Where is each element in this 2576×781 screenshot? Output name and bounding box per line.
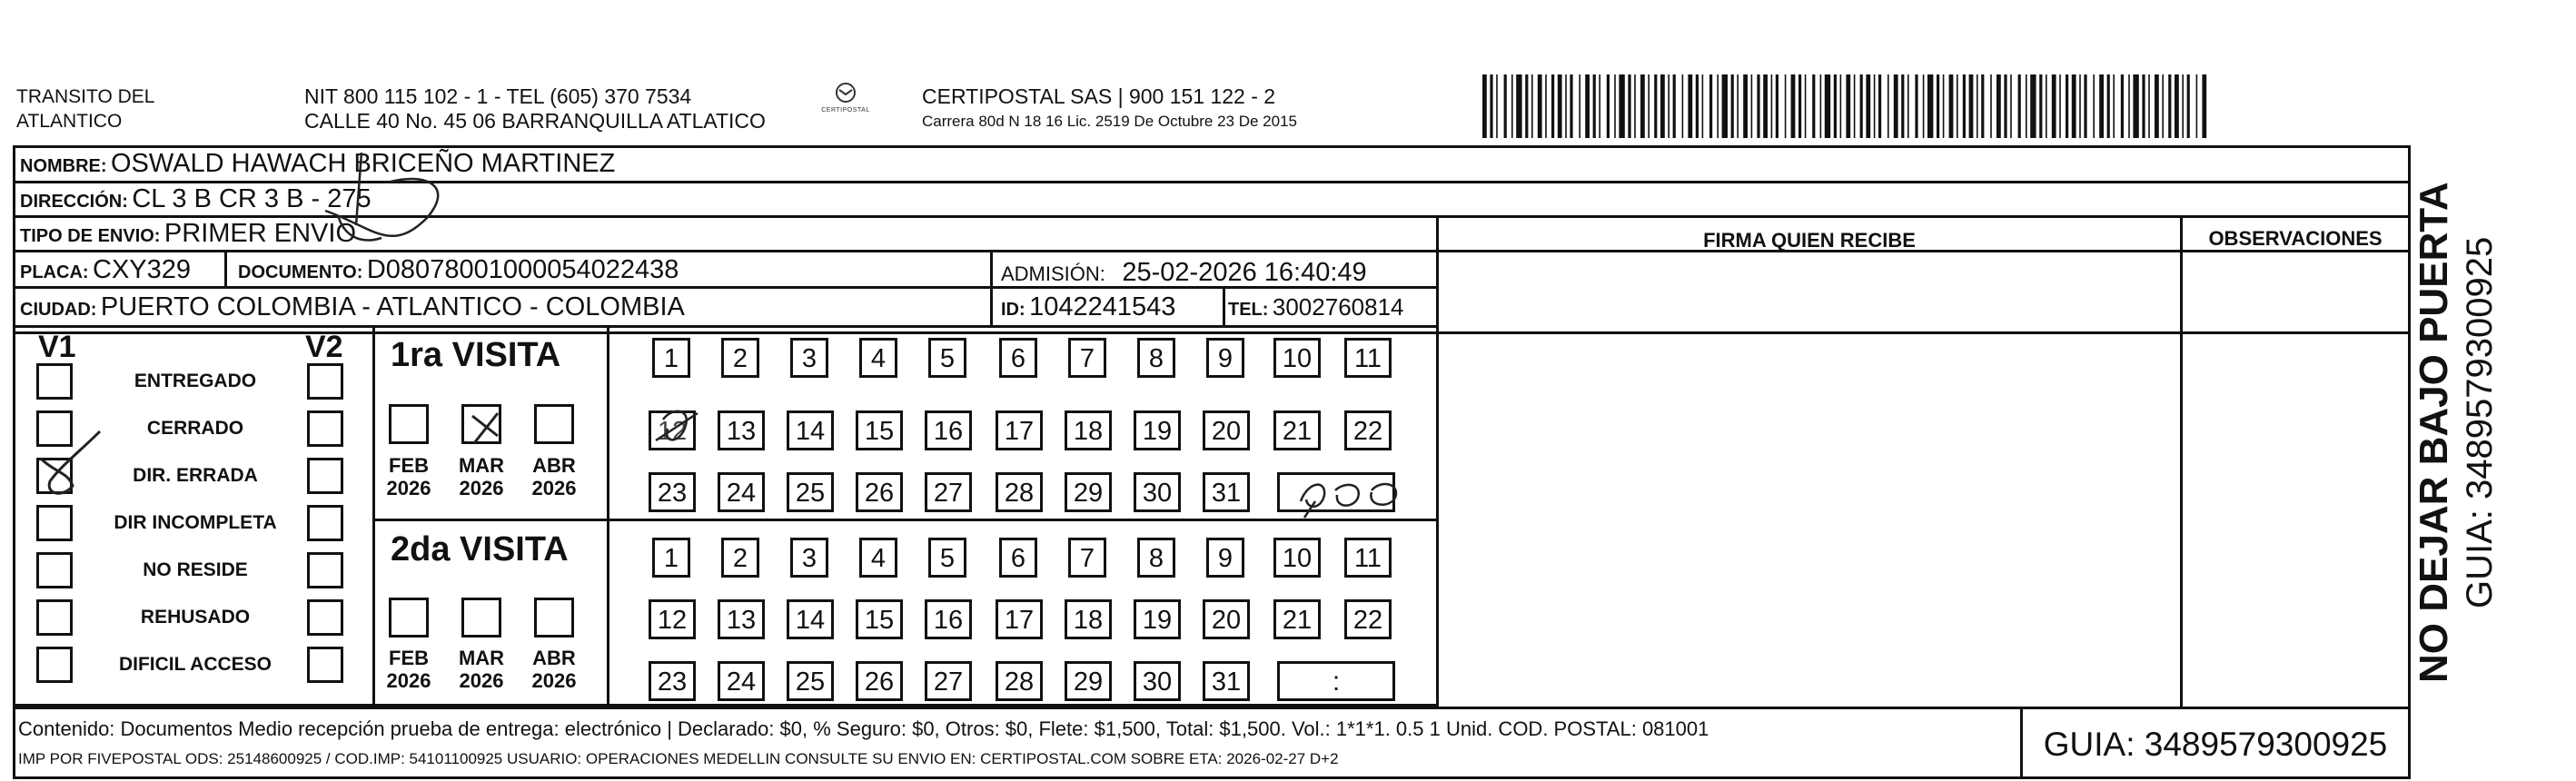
second-visit-day[interactable]: 14 [787, 599, 834, 639]
first-visit-day[interactable]: 5 [928, 338, 966, 378]
first-visit-day[interactable]: 11 [1344, 338, 1392, 378]
tel-value: 3002760814 [1272, 293, 1404, 321]
tel-label: TEL: [1228, 300, 1269, 320]
placa-label: PLACA: [20, 262, 89, 282]
second-visit-day[interactable]: 27 [925, 661, 972, 701]
second-visit-day[interactable]: 28 [996, 661, 1043, 701]
footer-line2: IMP POR FIVEPOSTAL ODS: 25148600925 / COD.IMP: 54101100925 USUARIO: OPERACIONES MEDELLIN CONSULTE SU ENVIO EN: CERTIPOSTAL.COM SOBRE ETA: 2026-02-27 D+2 [18, 750, 1339, 767]
direccion-label: DIRECCIÓN: [20, 192, 128, 212]
second-visit-day[interactable]: 19 [1134, 599, 1181, 639]
month-name: ABR [532, 647, 576, 669]
first-visit-day[interactable]: 27 [925, 472, 972, 512]
first-visit-day[interactable]: 19 [1134, 410, 1181, 450]
second-visit-day[interactable]: 7 [1068, 538, 1106, 578]
first-visit-day[interactable]: 18 [1065, 410, 1112, 450]
first-visit-day[interactable]: 2 [721, 338, 759, 378]
ciudad-label: CIUDAD: [20, 300, 97, 320]
first-visit-day[interactable]: 28 [996, 472, 1043, 512]
first-visit-day[interactable]: 20 [1203, 410, 1250, 450]
second-visit-day[interactable]: 11 [1344, 538, 1392, 578]
second-visit-day[interactable]: 10 [1273, 538, 1321, 578]
first-visit-day[interactable]: 26 [856, 472, 903, 512]
second-visit-day[interactable]: 2 [721, 538, 759, 578]
second-visit-day[interactable]: 4 [859, 538, 897, 578]
logo-text: CERTIPOSTAL [821, 107, 870, 114]
first-visit-day[interactable]: 9 [1206, 338, 1244, 378]
second-visit-day[interactable]: 12 [649, 599, 696, 639]
reason-label: DIFICIL ACCESO [118, 654, 272, 675]
nombre-label: NOMBRE: [20, 156, 107, 176]
month-name: FEB [389, 647, 429, 669]
month-name: ABR [532, 454, 576, 477]
month-name: FEB [389, 454, 429, 477]
reason-label: REHUSADO [140, 607, 251, 628]
first-visit-day[interactable]: 7 [1068, 338, 1106, 378]
first-visit-day[interactable]: 25 [787, 472, 834, 512]
reason-label: ENTREGADO [134, 371, 257, 391]
first-visit-day[interactable]: 23 [649, 472, 696, 512]
second-visit-day[interactable]: 24 [718, 661, 765, 701]
month-year: 2026 [386, 477, 431, 499]
v1-label: V1 [38, 330, 76, 364]
second-visit-day[interactable]: 1 [652, 538, 690, 578]
nit-line: NIT 800 115 102 - 1 - TEL (605) 370 7534 [304, 84, 692, 108]
reason-label: NO RESIDE [143, 559, 248, 580]
observaciones-header: OBSERVACIONES [2208, 227, 2383, 250]
tipo-value: PRIMER ENVIO [163, 219, 357, 248]
footer-line1: Contenido: Documentos Medio recepción prueba de entrega: electrónico | Declarado: $0, % Seguro: $0, Otros: $0, Flete: $1,500, Total: $1,500. Vol.: 1*1*1. 0.5 1 Unid. COD. POSTAL: 081001 [18, 717, 1709, 740]
reason-label: CERRADO [146, 418, 244, 439]
first-visit-day[interactable]: 16 [925, 410, 972, 450]
second-visit-day[interactable]: 29 [1065, 661, 1112, 701]
first-visit-day[interactable]: 4 [859, 338, 897, 378]
first-visit-day[interactable]: 6 [999, 338, 1037, 378]
documento-value: D08078001000054022438 [366, 255, 679, 284]
first-visit-day[interactable]: 17 [996, 410, 1043, 450]
first-visit-day[interactable]: 22 [1344, 410, 1392, 450]
id-value: 1042241543 [1029, 292, 1176, 321]
second-visit-day[interactable]: 23 [649, 661, 696, 701]
first-visit-day[interactable]: 10 [1273, 338, 1321, 378]
first-visit-day[interactable]: 29 [1065, 472, 1112, 512]
first-visit-day[interactable]: 30 [1134, 472, 1181, 512]
footer-guia: GUIA: 3489579300925 [2043, 726, 2388, 763]
reason-label: DIR. ERRADA [133, 465, 258, 486]
firma-header: FIRMA QUIEN RECIBE [1703, 229, 1916, 252]
address-line: CALLE 40 No. 45 06 BARRANQUILLA ATLATICO [304, 109, 766, 133]
second-visit-day[interactable]: 3 [790, 538, 828, 578]
side-guia: GUIA: 3489579300925 [2460, 236, 2500, 608]
issuer-line2: ATLANTICO [16, 111, 123, 132]
id-label: ID: [1001, 300, 1025, 320]
second-visit-day[interactable]: 5 [928, 538, 966, 578]
admision-label: ADMISIÓN: [1001, 262, 1105, 285]
first-visit-day[interactable]: 3 [790, 338, 828, 378]
first-visit-day[interactable]: 14 [787, 410, 834, 450]
ciudad-value: PUERTO COLOMBIA - ATLANTICO - COLOMBIA [100, 292, 685, 321]
second-visit-day[interactable]: 20 [1203, 599, 1250, 639]
side-warning: NO DEJAR BAJO PUERTA [2412, 182, 2456, 683]
first-visit-day[interactable]: 1 [652, 338, 690, 378]
month-year: 2026 [386, 669, 431, 692]
first-visit-day[interactable]: 12 [649, 410, 696, 450]
v2-label: V2 [305, 330, 343, 364]
second-visit-day[interactable]: 16 [925, 599, 972, 639]
admision-value: 25-02-2026 16:40:49 [1122, 258, 1367, 287]
second-visit-day[interactable]: 15 [856, 599, 903, 639]
first-visit-day[interactable]: 13 [718, 410, 765, 450]
month-year: 2026 [531, 669, 577, 692]
second-visit-day[interactable]: 6 [999, 538, 1037, 578]
first-visit-label: 1ra VISITA [391, 336, 561, 374]
second-visit-day[interactable]: 13 [718, 599, 765, 639]
month-year: 2026 [531, 477, 577, 499]
first-visit-day[interactable]: 8 [1137, 338, 1175, 378]
issuer-line1: TRANSITO DEL [16, 86, 155, 107]
documento-label: DOCUMENTO: [238, 262, 363, 282]
courier-line: CERTIPOSTAL SAS | 900 151 122 - 2 [922, 84, 1276, 108]
reason-label: DIR INCOMPLETA [114, 512, 277, 533]
month-year: 2026 [459, 669, 504, 692]
month-name: MAR [458, 454, 505, 477]
second-visit-day[interactable]: 9 [1206, 538, 1244, 578]
first-visit-day[interactable]: 21 [1273, 410, 1321, 450]
placa-value: CXY329 [93, 255, 192, 284]
second-visit-day[interactable]: 25 [787, 661, 834, 701]
first-visit-day[interactable]: 24 [718, 472, 765, 512]
tipo-label: TIPO DE ENVIO: [20, 226, 161, 246]
second-visit-day[interactable]: 17 [996, 599, 1043, 639]
second-visit-day[interactable]: 21 [1273, 599, 1321, 639]
first-visit-day[interactable]: 15 [856, 410, 903, 450]
second-visit-day[interactable]: 31 [1203, 661, 1250, 701]
nombre-value: OSWALD HAWACH BRICEÑO MARTINEZ [111, 149, 616, 178]
month-name: MAR [458, 647, 505, 669]
second-visit-day[interactable]: 18 [1065, 599, 1112, 639]
second-visit-label: 2da VISITA [391, 530, 569, 568]
second-visit-time[interactable]: : [1277, 661, 1395, 701]
direccion-value: CL 3 B CR 3 B - 275 [132, 184, 372, 213]
first-visit-day[interactable]: 31 [1203, 472, 1250, 512]
second-visit-day[interactable]: 8 [1137, 538, 1175, 578]
courier-address: Carrera 80d N 18 16 Lic. 2519 De Octubre 23 De 2015 [922, 113, 1297, 130]
second-visit-day[interactable]: 30 [1134, 661, 1181, 701]
second-visit-day[interactable]: 26 [856, 661, 903, 701]
second-visit-day[interactable]: 22 [1344, 599, 1392, 639]
month-year: 2026 [459, 477, 504, 499]
